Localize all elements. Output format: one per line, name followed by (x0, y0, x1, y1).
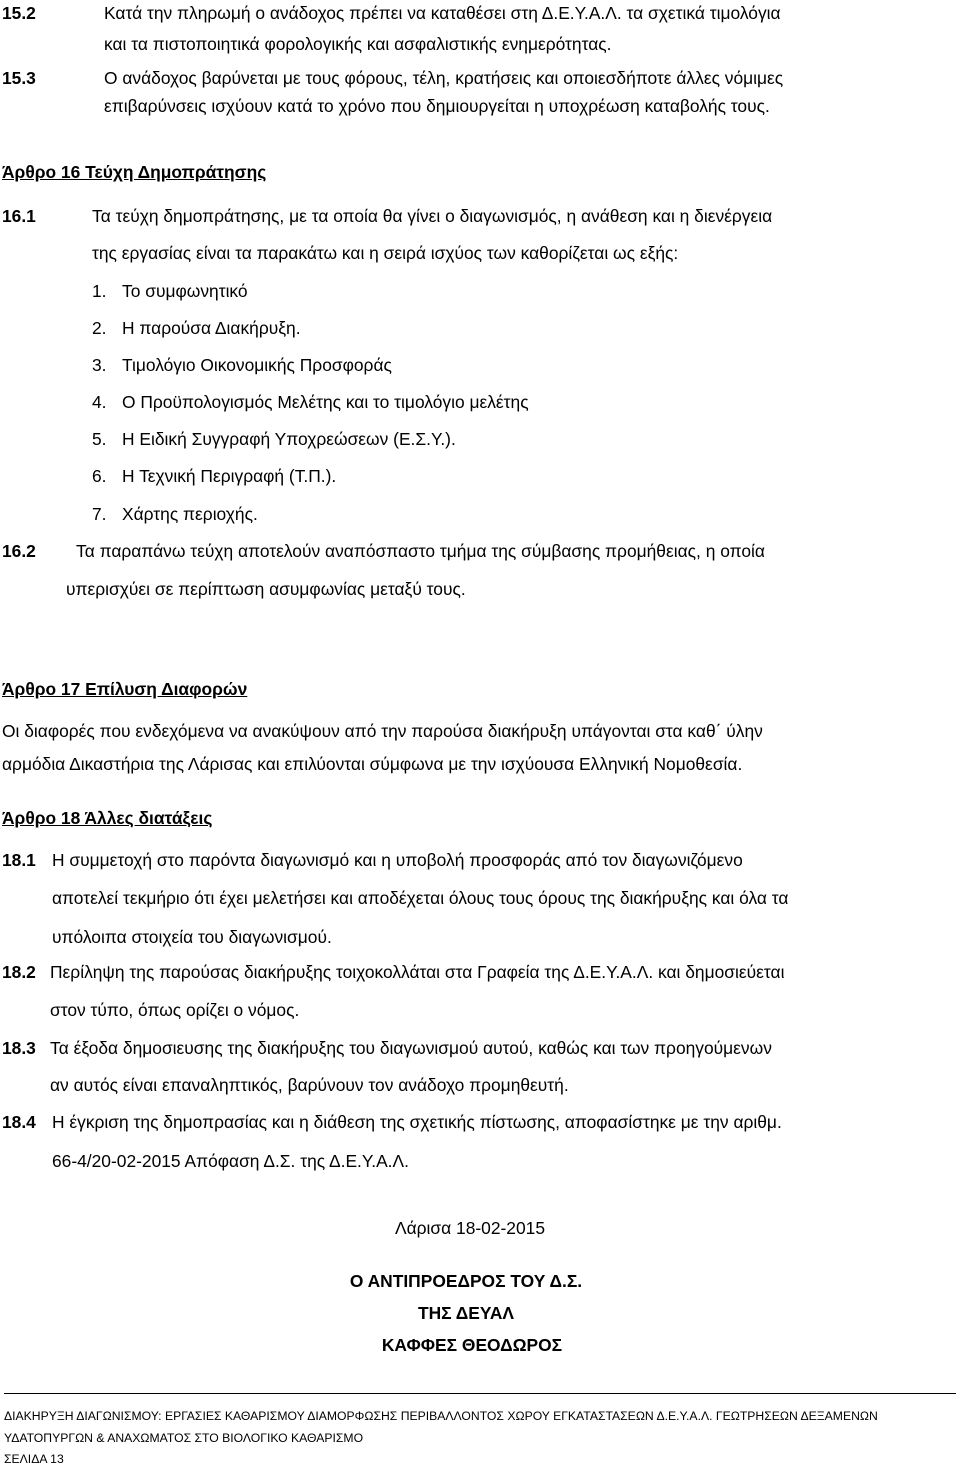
clause-number-18-1: 18.1 (2, 850, 36, 870)
clause-number-18-4: 18.4 (2, 1112, 36, 1132)
clause-18-4-line-1: Η έγκριση της δημοπρασίας και η διάθεση της σχετικής πίστωσης, αποφασίστηκε με την αριθμ. (52, 1112, 782, 1132)
clause-18-3-line-2: αν αυτός είναι επαναληπτικός, βαρύνουν τον ανάδοχο προμηθευτή. (50, 1075, 569, 1095)
article-17-heading: Άρθρο 17 Επίλυση Διαφορών (2, 679, 248, 699)
page-number: ΣΕΛΙΔΑ 13 (4, 1452, 64, 1466)
list-item-number: 4. (92, 392, 107, 412)
clause-number-16-1: 16.1 (2, 206, 36, 226)
list-item (92, 468, 336, 485)
list-item (92, 357, 392, 374)
list-item (92, 506, 258, 523)
clause-18-4-line-2: 66-4/20-02-2015 Απόφαση Δ.Σ. της Δ.Ε.Υ.Α.Λ. (52, 1151, 409, 1171)
clause-16-2-line-1: Τα παραπάνω τεύχη αποτελούν αναπόσπαστο τμήμα της σύμβασης προμήθειας, η οποία (76, 541, 765, 561)
clause-16-1-line-2: της εργασίας είναι τα παρακάτω και η σειρά ισχύος των καθορίζεται ως εξής: (92, 243, 679, 263)
list-item-number: 1. (92, 281, 107, 301)
clause-number-16-2: 16.2 (2, 541, 36, 561)
list-item (92, 394, 529, 411)
clause-15-2-line-1: Κατά την πληρωμή ο ανάδοχος πρέπει να καταθέσει στη Δ.Ε.Υ.Α.Λ. τα σχετικά τιμολόγια (104, 3, 781, 23)
clause-18-2-line-1: Περίληψη της παρούσας διακήρυξης τοιχοκολλάται στα Γραφεία της Δ.Ε.Υ.Α.Λ. και δημοσιεύεται (50, 962, 785, 982)
signatory-title: Ο ΑΝΤΙΠΡΟΕΔΡΟΣ ΤΟΥ Δ.Σ. (349, 1271, 583, 1291)
list-item-text: Χάρτης περιοχής. (122, 504, 258, 524)
clause-18-1-line-3: υπόλοιπα στοιχεία του διαγωνισμού. (52, 927, 332, 947)
list-item (92, 431, 456, 448)
list-item-number: 2. (92, 318, 107, 338)
clause-15-3-line-2: επιβαρύνσεις ισχύουν κατά το χρόνο που δημιουργείται η υποχρέωση καταβολής τους. (104, 96, 770, 116)
footer-divider (4, 1393, 956, 1394)
clause-16-1-line-1: Τα τεύχη δημοπράτησης, με τα οποία θα γίνει ο διαγωνισμός, η ανάθεση και η διενέργεια (92, 206, 773, 226)
list-item-number: 3. (92, 355, 107, 375)
signatory-organisation: ΤΗΣ ΔΕΥΑΛ (417, 1303, 515, 1323)
clause-18-1-line-1: Η συμμετοχή στο παρόντα διαγωνισμό και η υποβολή προσφοράς από τον διαγωνιζόμενο (52, 850, 743, 870)
list-item (92, 320, 301, 337)
article-16-heading: Άρθρο 16 Τεύχη Δημοπράτησης (2, 162, 267, 182)
clause-15-3-line-1: Ο ανάδοχος βαρύνεται με τους φόρους, τέλη, κρατήσεις και οποιεσδήποτε άλλες νόμιμες (104, 68, 784, 88)
footer-document-title: ΔΙΑΚΗΡΥΞΗ ΔΙΑΓΩΝΙΣΜΟΥ: ΕΡΓΑΣΙΕΣ ΚΑΘΑΡΙΣΜΟΥ ΔΙΑΜΟΡΦΩΣΗΣ ΠΕΡΙΒΑΛΛΟΝΤΟΣ ΧΩΡΟΥ ΕΓΚΑΤΑΣΤΑΣΕΩΝ Δ.Ε.Υ.Α.Λ. ΓΕΩΤΡΗΣΕΩΝ ΔΕΞΑΜΕΝΩΝ (4, 1409, 878, 1423)
list-item-text: Η παρούσα Διακήρυξη. (122, 318, 301, 338)
clause-18-2-line-2: στον τύπο, όπως ορίζει ο νόμος. (50, 1000, 300, 1020)
clause-18-3-line-1: Τα έξοδα δημοσιευσης της διακήρυξης του διαγωνισμού αυτού, καθώς και των προηγούμενων (50, 1038, 772, 1058)
clause-18-1-line-2: αποτελεί τεκμήριο ότι έχει μελετήσει και αποδέχεται όλους τους όρους της διακήρυξης και όλα τα (52, 888, 789, 908)
list-item-text: Ο Προϋπολογισμός Μελέτης και το τιμολόγιο μελέτης (122, 392, 529, 412)
article-18-heading: Άρθρο 18 Άλλες διατάξεις (2, 808, 213, 828)
list-item (92, 283, 248, 300)
list-item-text: Το συμφωνητικό (122, 281, 248, 301)
clause-number-15-2: 15.2 (2, 3, 36, 23)
list-item-number: 5. (92, 429, 107, 449)
list-item-number: 7. (92, 504, 107, 524)
list-item-text: Η Τεχνική Περιγραφή (Τ.Π.). (122, 466, 337, 486)
place-date: Λάρισα 18-02-2015 (394, 1218, 545, 1238)
list-item-text: Η Ειδική Συγγραφή Υποχρεώσεων (Ε.Σ.Υ.). (122, 429, 456, 449)
clause-number-18-2: 18.2 (2, 962, 36, 982)
clause-number-15-3: 15.3 (2, 68, 36, 88)
footer-document-title-cont: ΥΔΑΤΟΠΥΡΓΩΝ & ΑΝΑΧΩΜΑΤΟΣ ΣΤΟ ΒΙΟΛΟΓΙΚΟ ΚΑΘΑΡΙΣΜΟ (4, 1431, 364, 1445)
article-17-line-2: αρμόδια Δικαστήρια της Λάρισας και επιλύονται σύμφωνα με την ισχύουσα Ελληνική Νομοθεσία. (2, 754, 743, 774)
list-item-number: 6. (92, 466, 107, 486)
clause-16-2-line-2: υπερισχύει σε περίπτωση ασυμφωνίας μεταξύ τους. (66, 579, 466, 599)
clause-number-18-3: 18.3 (2, 1038, 36, 1058)
clause-15-2-line-2: και τα πιστοποιητικά φορολογικής και ασφαλιστικής ενημερότητας. (104, 34, 612, 54)
list-item-text: Τιμολόγιο Οικονομικής Προσφοράς (122, 355, 392, 375)
signatory-name: ΚΑΦΦΕΣ ΘΕΟΔΩΡΟΣ (381, 1335, 563, 1355)
article-17-line-1: Οι διαφορές που ενδεχόμενα να ανακύψουν από την παρούσα διακήρυξη υπάγονται στα καθ΄ ύλην (2, 721, 763, 741)
